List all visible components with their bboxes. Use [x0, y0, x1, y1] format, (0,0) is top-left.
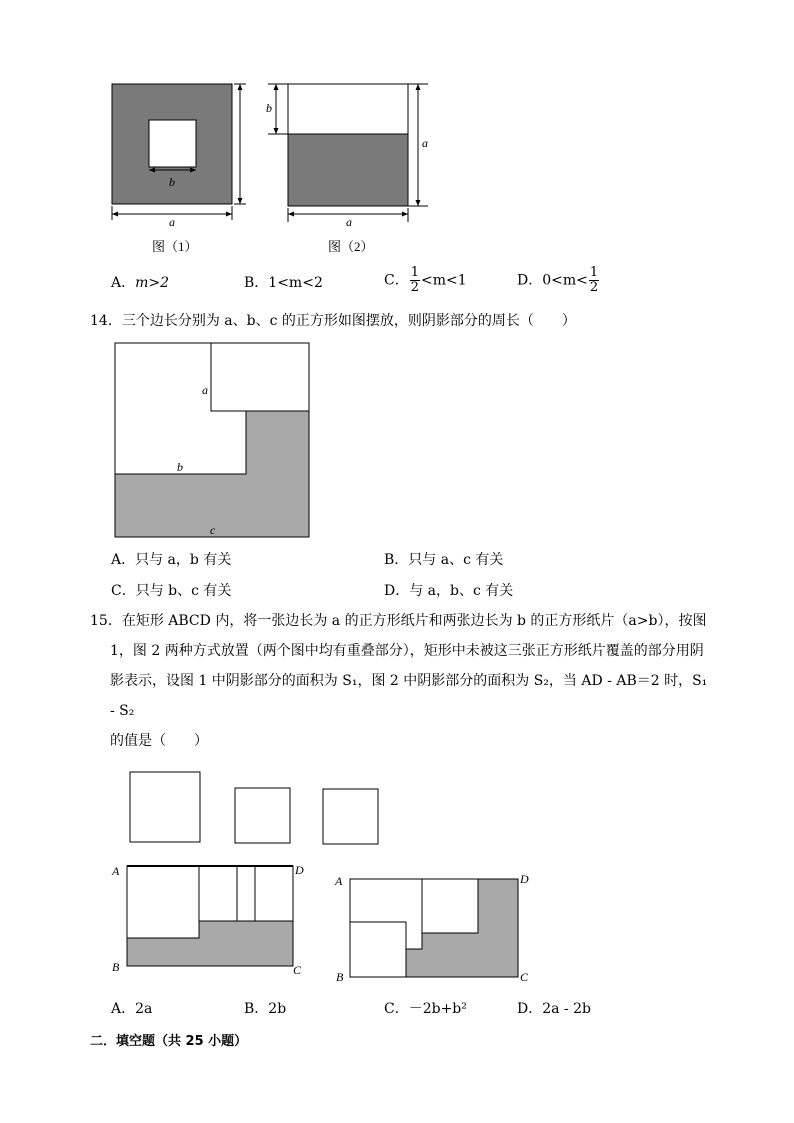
q14-label-b: b	[177, 460, 183, 474]
q15-option-d: D．2a - 2b	[517, 1001, 591, 1017]
q13-option-c: C． $\frac{1}{2}$ <m<1	[384, 265, 467, 295]
q15-fig2-label-d: D	[520, 872, 529, 886]
q15-fig2-square-b-top	[422, 879, 478, 933]
fig2-white-strip	[288, 84, 408, 134]
fig1-a-label-bottom: a	[169, 215, 175, 229]
q13-option-d: D．0<m< $\frac{1}{2}$	[517, 265, 599, 295]
q15-fig1-square-a	[127, 866, 199, 938]
q13-option-a: A．m>2	[111, 275, 170, 291]
q15-fig1-square-b1	[199, 866, 255, 921]
q15-square-b2	[323, 789, 378, 844]
fig2-b-label: b	[266, 101, 272, 115]
q15-option-a: A．2a	[111, 1001, 153, 1017]
fig1-inner-square	[149, 120, 196, 167]
q14-label-c: c	[210, 523, 216, 537]
fraction: $\frac{1}{2}$	[410, 265, 419, 295]
q15-square-b1	[235, 788, 290, 843]
q15-fig1-label-d: D	[295, 863, 304, 877]
q15-fig2-square-b-bottom	[350, 922, 406, 977]
fig2-shaded-rect	[288, 134, 408, 206]
q15-fig2-label-a: A	[335, 874, 343, 888]
q15-option-b: B．2b	[244, 1001, 287, 1017]
q13-option-b: B．1<m<2	[244, 275, 323, 291]
fig2-a-label-bottom: a	[346, 215, 352, 229]
q15-option-c: C．－2b+b²	[384, 1001, 467, 1017]
q15-figures	[100, 765, 540, 985]
q14-option-a: A．只与 a，b 有关	[111, 552, 232, 568]
q15-fig2-label-c: C	[520, 970, 529, 984]
fraction: $\frac{1}{2}$	[589, 265, 599, 295]
fig2-a-label-right: a	[422, 136, 428, 150]
q14-option-c: C．只与 b、c 有关	[111, 583, 232, 599]
q15-stem: 15．在矩形 ABCD 内，将一张边长为 a 的正方形纸片和两张边长为 b 的正方形纸片（a>b），按图 1，图 2 两种方式放置（两个图中均有重叠部分），矩形中未被这三张正方形纸片覆盖的部分用阴 影表示，设图 1 中阴影部分的面积为 S₁，图 2 中阴影部分的面积为 S₂，当 AD - AB＝2 时，S₁ - S₂ 的值是（ ）	[90, 613, 708, 749]
q15-fig1-label-a: A	[112, 864, 120, 878]
fig2-fig-label: 图（2）	[328, 239, 374, 254]
q14-square-a	[211, 343, 309, 411]
q15-fig2-label-b: B	[336, 970, 344, 984]
q14-option-d: D．与 a，b、c 有关	[384, 583, 514, 599]
q15-fig1-label-b: B	[112, 960, 120, 974]
q14-figure	[112, 340, 312, 540]
q14-label-a: a	[202, 383, 208, 397]
q14-option-b: B．只与 a、c 有关	[384, 552, 504, 568]
section-heading-fill-in: 二．填空题（共 25 小题）	[90, 1034, 248, 1049]
q14-stem: 14．三个边长分别为 a、b、c 的正方形如图摆放，则阴影部分的周长（ ）	[90, 313, 576, 329]
q15-fig1-label-c: C	[293, 963, 302, 977]
fig1-b-label: b	[169, 175, 175, 189]
fig1-fig-label: 图（1）	[152, 239, 198, 254]
q15-square-a	[130, 772, 200, 842]
q13-figures	[100, 74, 440, 264]
